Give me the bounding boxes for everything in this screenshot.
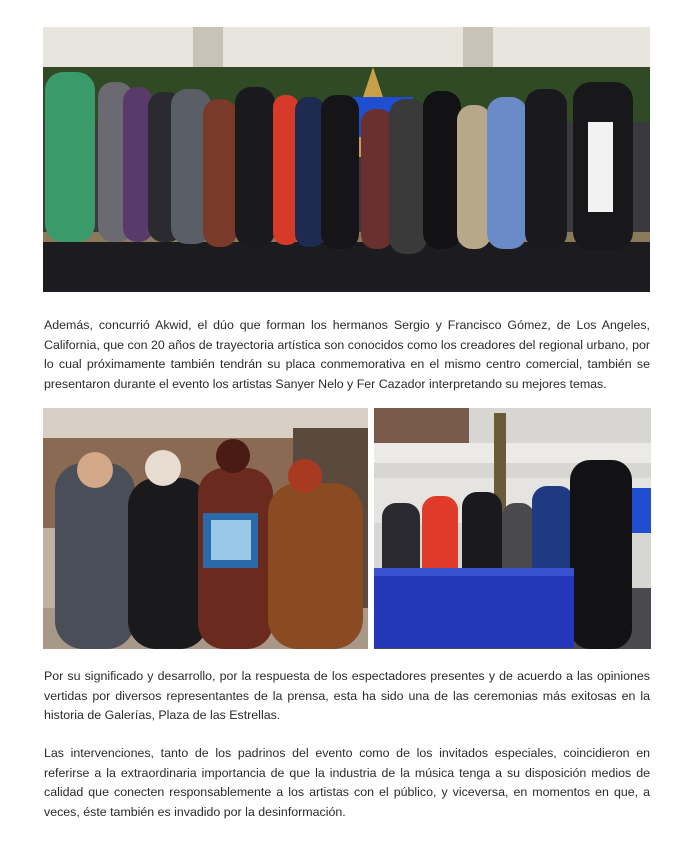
paragraph-akwid: Además, concurrió Akwid, el dúo que forman los hermanos Sergio y Francisco Gómez, de Los Angeles, California, que con 20 años de trayectoria artística son conocidos como los creadores del regional urbano, por lo cual próximamente también tendrán su placa conmemorativa en el mismo centro comercial, también se presentaron durante el evento los artistas Sanyer Nelo y Fer Cazador interpretando su mejores temas. <box>44 318 650 391</box>
plaque-presentation-photo <box>43 408 368 649</box>
group-stage-illustration <box>43 27 650 292</box>
group-stage-photo <box>43 27 650 292</box>
paragraph-significance: Por su significado y desarrollo, por la respuesta de los espectadores presentes y de acuerdo a las opiniones vertidas por diversos representantes de la prensa, esta ha sido una de las ceremonias más exitosas en la historia de Galerías, Plaza de las Estrellas. <box>44 669 650 723</box>
stage-people <box>45 72 633 254</box>
table-group-illustration <box>374 408 651 649</box>
table-group-photo <box>374 408 651 649</box>
plaque-presentation-illustration <box>43 408 368 649</box>
paragraph-interventions: Las intervenciones, tanto de los padrinos del evento como de los invitados especiales, coincidieron en referirse a la extraordinaria importancia de que la industria de la música tenga a su disposición medios de calidad que conecten responsablemente a los artistas con el público, y viceversa, en momentos en que, a veces, éste también es invadido por la desinformación. <box>44 746 650 819</box>
